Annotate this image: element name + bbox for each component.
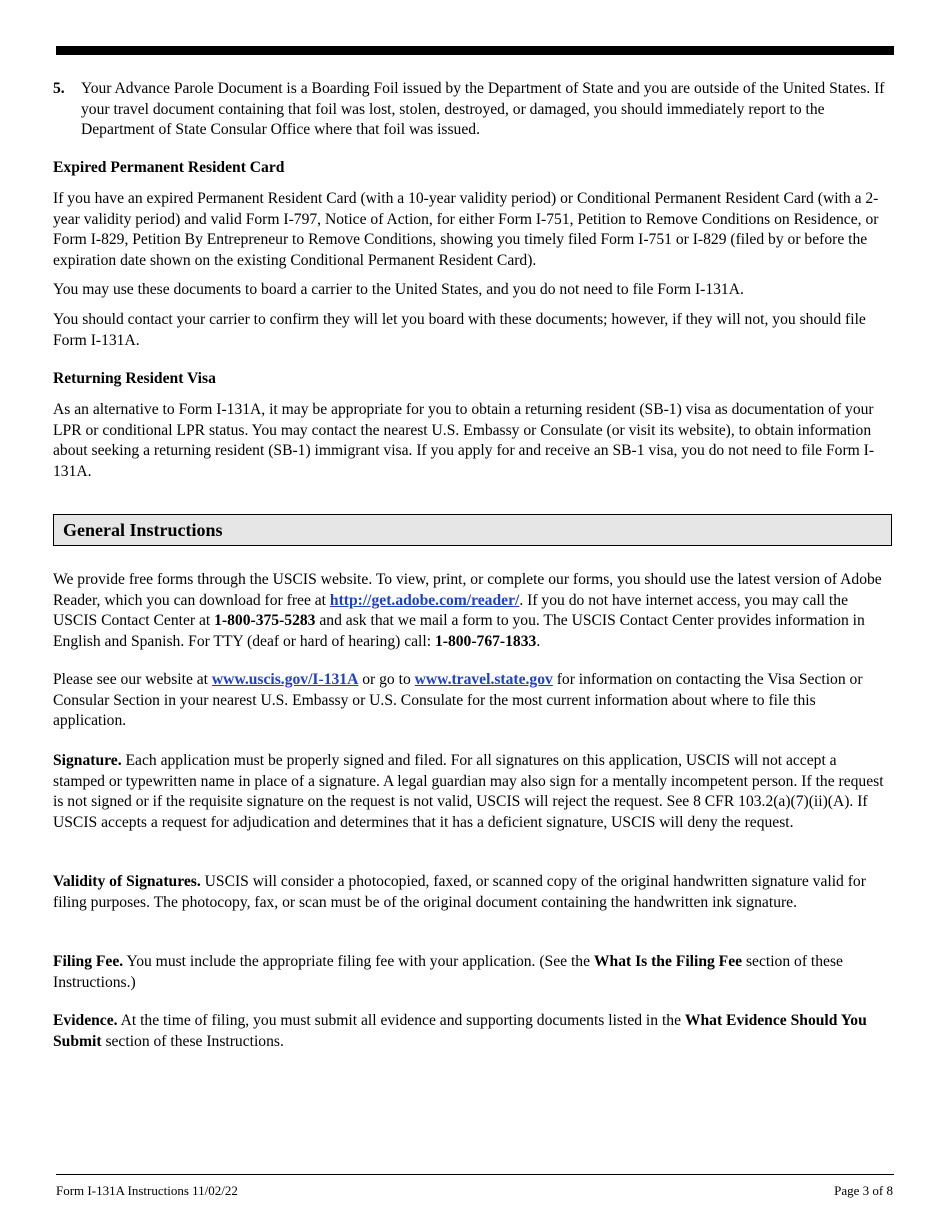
expired-card-paragraph-1 [53,189,892,271]
paragraph: As an alternative to Form I-131A, it may be appropriate for you to obtain a returning resident (SB-1) visa as documentation of your LPR or conditional LPR status. You may contact the nearest U.S. Embassy or Consulate (or visit its website), to obtain information about seeking a returning resident (SB-1) immigrant visa. If you apply for and receive an SB-1 visa, you do not need to file Form I-131A. [53,401,875,480]
text: section of these Instructions.) [53,953,843,991]
tty-phone: 1-800-767-1833 [434,632,537,650]
text: section of these Instructions. [101,1032,284,1050]
signature-paragraph [53,751,892,833]
text: You must include the appropriate filing fee with your application. (See the [123,953,594,970]
paragraph [53,1011,892,1052]
returning-visa-paragraph [53,400,892,482]
filing-fee-label: Filing Fee. [53,953,124,970]
section-title: General Instructions [63,520,223,540]
footer-page-number: Page 3 of 8 [834,1183,893,1198]
text: Please see our website at [53,671,212,688]
section-heading: Returning Resident Visa [53,370,216,387]
item-number: 5. [53,80,65,97]
paragraph: You should contact your carrier to confirm they will let you board with these documents; however, if they will not, you should file Form I-131A. [53,311,866,349]
footer-form-id: Form I-131A Instructions 11/02/22 [56,1183,238,1198]
text: . If you do not have internet access, you may call the USCIS Contact Center at [53,591,848,629]
top-rule [56,46,894,55]
signature-label: Signature. [53,752,122,769]
evidence-paragraph [53,1011,892,1052]
paragraph [53,570,892,652]
evidence-label: Evidence. [53,1012,118,1029]
returning-visa-heading [53,369,892,390]
paragraph [53,872,892,913]
text: At the time of filing, you must submit all evidence and supporting documents listed in the [117,1012,685,1029]
paragraph: If you have an expired Permanent Resident Card (with a 10-year validity period) or Conditional Permanent Resident Card (with a 2-year validity period) and valid Form I-797, Notice of Action, for either Form I-751, Petition to Remove Conditions on Residence, or Form I-829, Petition By Entrepreneur to Remove Conditions, showing you timely filed Form I-751 or I-829 (filed by or before the expiration date shown on the existing Conditional Permanent Resident Card). [53,190,879,269]
expired-card-paragraph-3 [53,310,892,351]
travel-state-link[interactable]: www.travel.state.gov [414,671,553,688]
website-paragraph [53,670,892,732]
forms-paragraph [53,570,892,652]
paragraph: You may use these documents to board a carrier to the United States, and you do not need to file Form I-131A. [53,281,744,298]
validity-paragraph [53,872,892,913]
paragraph [53,670,892,732]
adobe-reader-link[interactable]: http://get.adobe.com/reader/ [329,591,520,609]
text: USCIS will consider a photocopied, faxed, or scanned copy of the original handwritten signature valid for filing purposes. The photocopy, fax, or scan must be of the original document containing the handwritten ink signature. [53,873,866,911]
filing-fee-paragraph [53,952,892,993]
paragraph [53,952,892,993]
item-text: Your Advance Parole Document is a Boarding Foil issued by the Department of State and you are outside of the United States. If your travel document containing that foil was lost, stolen, destroyed, or damaged, you should immediately report to the Department of State Consular Office where that foil was issued. [81,80,885,138]
general-instructions-header [53,514,892,546]
section-heading: Expired Permanent Resident Card [53,159,285,176]
text: . [536,632,541,650]
list-item-5 [53,79,892,141]
paragraph [53,751,892,833]
text: or go to [358,671,415,688]
footer-rule [56,1174,894,1175]
evidence-reference: What Evidence Should You Submit [53,1012,867,1050]
expired-card-heading [53,158,892,179]
expired-card-paragraph-2 [53,280,892,301]
text: for information on contacting the Visa Section or Consular Section in your nearest U.S. Embassy or U.S. Consulate for the most current information about where to file this application. [53,671,863,729]
text: and ask that we mail a form to you. The USCIS Contact Center provides information in English and Spanish. For TTY (deaf or hard of hearing) call: [53,612,865,650]
uscis-link[interactable]: www.uscis.gov/I-131A [211,671,359,688]
filing-fee-reference: What Is the Filing Fee [593,953,743,970]
validity-label: Validity of Signatures. [53,873,201,890]
text: Each application must be properly signed and filed. For all signatures on this application, USCIS will not accept a stamped or typewritten name in place of a signature. A legal guardian may also sign for a mentally incompetent person. If the request is not signed or if the requisite signature on the request is not valid, USCIS will reject the request. See 8 CFR 103.2(a)(7)(ii)(A). If USCIS accepts a request for adjudication and determines that it has a deficient signature, USCIS will deny the request. [53,752,884,831]
text: We provide free forms through the USCIS website. To view, print, or complete our forms, you should use the latest version of Adobe Reader, which you can download for free at [53,571,882,609]
contact-center-phone: 1-800-375-5283 [214,612,316,629]
